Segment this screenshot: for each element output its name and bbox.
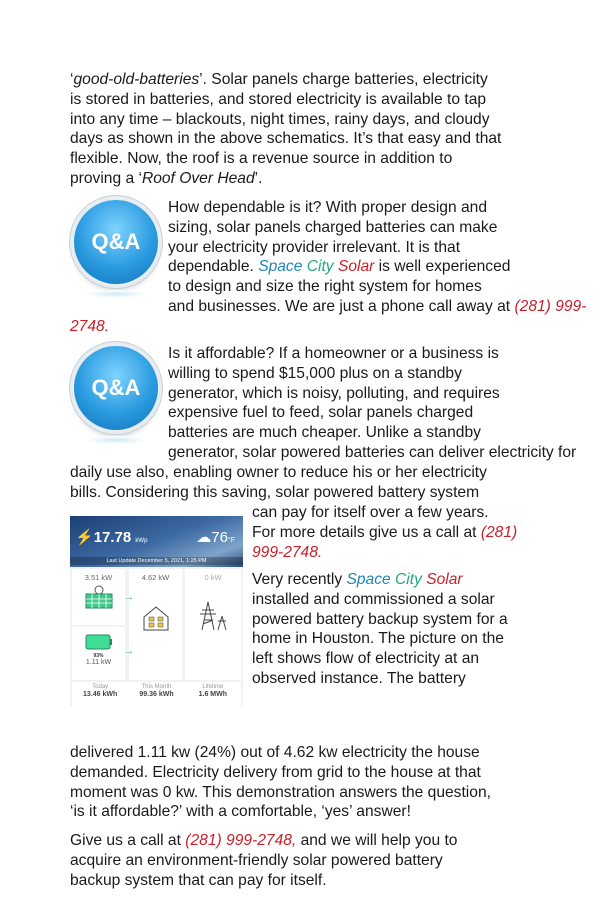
text-line (252, 669, 508, 689)
stat-today (72, 682, 128, 706)
text-segment: daily use also, enabling owner to reduce his or her electricity (70, 463, 487, 481)
text-segment: backup system that can pay for itself. (70, 871, 327, 889)
arrow-right-icon: → (124, 646, 134, 657)
brand-name: Space (258, 258, 307, 276)
battery-kw: 1.11 kW (85, 659, 112, 666)
brand-name: Solar (337, 258, 375, 276)
text-line (70, 129, 501, 149)
paragraph-affordable (70, 344, 577, 502)
energy-stats (72, 682, 241, 706)
text-segment: Very recently (252, 571, 347, 588)
home-cell (129, 569, 182, 680)
paragraph-recent-install (252, 570, 508, 689)
text-line (70, 743, 491, 763)
text-segment: Is it affordable? If a homeowner or a business is (168, 345, 499, 362)
text-segment: ‘is it affordable?’ with a comfortable, ‘yes’ answer! (70, 803, 411, 821)
paragraph-affordable-continued (252, 503, 517, 562)
text-line (70, 70, 501, 90)
phone-number: (281) (480, 523, 518, 541)
text-segment: flexible. Now, the roof is a revenue source in addition to (70, 150, 453, 168)
temperature: 76 (211, 529, 228, 546)
text-line (70, 871, 457, 891)
brand-name: Space (346, 571, 396, 588)
text-segment: ’. Solar panels charge batteries, electricity (199, 71, 488, 88)
phone-number: 999-2748. (252, 543, 323, 561)
text-line (70, 110, 501, 130)
solar-panel-icon (82, 582, 116, 610)
text-segment: home in Houston. The picture on the (252, 630, 504, 648)
text-line (70, 443, 577, 463)
text-segment: and we will help you to (296, 832, 458, 849)
text-segment: into any time – blackouts, night times, rainy days, and cloudy (70, 110, 490, 128)
battery-percent: 93% (93, 653, 104, 659)
last-update: Last Update December 5, 2021, 1:25 PM (70, 557, 243, 565)
text-segment: bills. Considering this saving, solar powered battery system (70, 483, 480, 501)
brand-name: Solar (426, 571, 463, 588)
text-segment: generator, which is noisy, polluting, and requires (168, 384, 500, 402)
battery-icon (84, 633, 114, 651)
paragraph-intro (70, 70, 501, 189)
paragraph-call-to-action (70, 831, 457, 890)
text-line (252, 503, 517, 523)
brand-name: City (306, 258, 338, 276)
text-segment: willing to spend $15,000 plus on a standby (168, 364, 462, 382)
text-line (252, 523, 517, 543)
text-segment: your electricity provider irrelevant. It is that (168, 238, 461, 256)
text-segment: and businesses. We are just a phone call away at (168, 297, 515, 315)
text-line (70, 317, 540, 337)
text-line (70, 297, 587, 317)
power-unit: kWp (135, 538, 148, 544)
text-line (70, 763, 491, 783)
text-segment: powered battery backup system for a (252, 610, 508, 628)
system-power: ⚡17.78 kWp (75, 529, 148, 546)
text-segment: is stored in batteries, and stored electricity is available to tap (70, 90, 487, 108)
text-segment: For more details give us a call at (252, 523, 481, 541)
text-segment: moment was 0 kw. This demonstration answers the question, (70, 783, 491, 801)
text-segment: sizing, solar panels charged batteries can make (168, 218, 498, 236)
text-segment: dependable. (168, 258, 259, 276)
text-segment: is well experienced (374, 258, 511, 276)
text-segment: Roof Over Head (141, 169, 255, 187)
text-line (252, 629, 508, 649)
stat-value: 99.36 kWh (139, 691, 174, 698)
qa-badge-image (70, 198, 168, 298)
text-segment: ’. (254, 169, 263, 187)
stat-label: Today (92, 684, 109, 690)
text-line (252, 590, 508, 610)
text-line (252, 610, 508, 630)
text-segment: good-old-batteries (73, 71, 200, 88)
text-line (70, 802, 491, 822)
text-segment: How dependable is it? With proper design and (168, 199, 488, 216)
text-segment: left shows flow of electricity at an (252, 650, 480, 668)
text-line (252, 570, 508, 590)
grid-cell (185, 569, 241, 680)
home-kw: 4.62 kW (141, 573, 170, 582)
power-value: 17.78 (93, 529, 132, 546)
cloud-icon: ☁ (196, 529, 212, 546)
phone-number: 2748 (70, 317, 105, 335)
text-segment: acquire an environment-friendly solar powered battery (70, 851, 443, 869)
text-segment: ‘ (70, 71, 74, 88)
text-line (70, 851, 457, 871)
paragraph-delivered (70, 743, 491, 822)
stat-value: 13.46 kWh (83, 691, 118, 698)
text-segment: observed instance. The battery (252, 669, 466, 687)
stat-month (128, 682, 184, 706)
grid-kw: 0 kW (204, 573, 222, 582)
text-line (70, 483, 540, 503)
text-segment: generator, solar powered batteries can deliver electricity for (168, 443, 577, 461)
text-segment: proving a ‘ (70, 169, 142, 187)
solar-kw: 3.51 kW (84, 573, 113, 582)
arrow-right-icon: → (124, 592, 134, 603)
app-header (70, 516, 243, 567)
phone-number: . (104, 317, 110, 335)
text-line (252, 543, 517, 563)
battery-cell (72, 627, 125, 680)
temperature-unit: °F (227, 537, 235, 544)
weather (196, 528, 235, 546)
text-line (70, 463, 540, 483)
qa-badge-text: Q&A (74, 346, 158, 430)
text-segment: demanded. Electricity delivery from grid to the house at that (70, 763, 481, 781)
stat-label: Lifetime (202, 684, 224, 690)
house-icon (141, 604, 171, 632)
text-line (252, 649, 508, 669)
text-line (70, 169, 501, 189)
solar-cell (72, 569, 125, 625)
power-tower-icon (196, 600, 230, 632)
qa-badge-image (70, 344, 168, 444)
solar-monitor-screenshot (70, 516, 243, 706)
text-segment: delivered 1.11 kw (24%) out of 4.62 kw electricity the house (70, 744, 480, 761)
text-line (70, 831, 457, 851)
stat-lifetime (185, 682, 241, 706)
text-segment: batteries are much cheaper. Unlike a standby (168, 424, 481, 442)
phone-number: (281) 999- (514, 297, 587, 315)
stat-value: 1.6 MWh (198, 691, 228, 698)
text-segment: days as shown in the above schematics. It’s that easy and that (70, 130, 502, 148)
phone-number: (281) 999-2748, (185, 832, 297, 849)
text-segment: to design and size the right system for homes (168, 278, 482, 296)
stat-label: This Month (141, 684, 172, 690)
paragraph-dependable (70, 198, 587, 337)
text-segment: expensive fuel to feed, solar panels charged (168, 404, 474, 422)
text-segment: installed and commissioned a solar (252, 590, 495, 608)
text-line (70, 90, 501, 110)
text-line (70, 783, 491, 803)
text-segment: Give us a call at (70, 832, 186, 849)
text-segment: can pay for itself over a few years. (252, 504, 489, 521)
qa-badge-text: Q&A (74, 200, 158, 284)
brand-name: City (395, 571, 427, 588)
text-line (70, 149, 501, 169)
